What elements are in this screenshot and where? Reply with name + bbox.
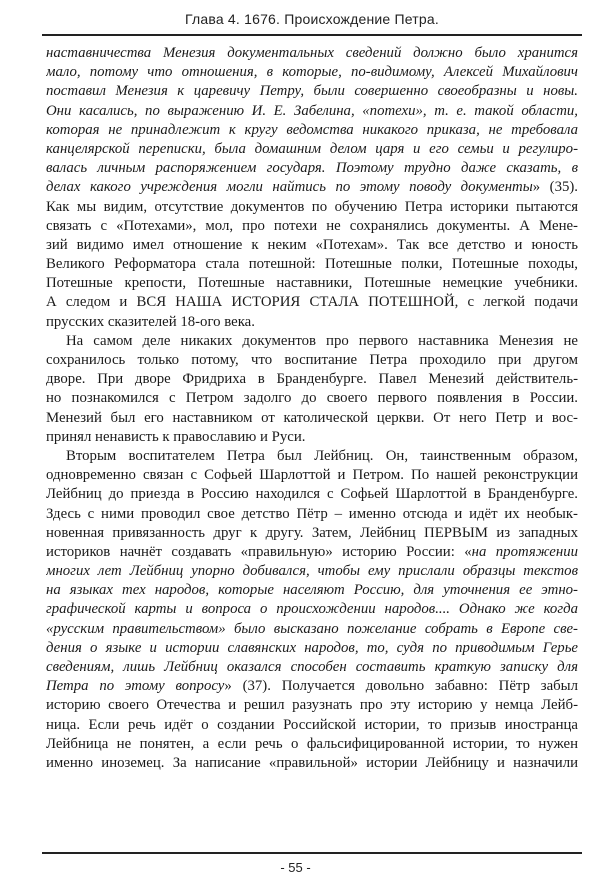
text-line: Потешные крепости, Потешные наставники, Потешные немецкие учебники. (46, 275, 578, 292)
text-line: А следом и ВСЯ НАША ИСТОРИЯ СТАЛА ПОТЕШНОЙ, с легкой подачи (46, 294, 578, 311)
text-line: принял ненависть к православию и Руси. (46, 428, 306, 445)
page-number: - 55 - (280, 860, 311, 875)
text-line: графической карты и вопроса о происхождении народов.... Однако же когда (46, 601, 578, 618)
text-line: Великого Реформатора стала потешной: Потешные полки, Потешные походы, (46, 256, 578, 273)
text-line: зий видимо имел отношение к неким «Потехам». Так все детство и юность (46, 236, 578, 253)
text-line: Как мы видим, отсутствие документов по обучению Петра историки пытаются (46, 198, 578, 215)
running-header-title: Глава 4. 1676. Происхождение Петра. (185, 11, 439, 27)
page-body-text (46, 44, 578, 773)
text-line: дворе. При дворе Фридриха в Бранденбурге. Павел Менезий действитель- (46, 371, 578, 388)
text-line: Здесь с ними проводил свое детство Пётр – именно отсюда и идёт их необык- (46, 505, 578, 522)
text-line: Лейбниц до приезда в Россию находился с Софьей Шарлоттой в Бранденбурге. (46, 486, 578, 503)
text-line (46, 677, 578, 696)
text-segment: Петра по этому вопросу (46, 678, 225, 695)
text-line: именно иноземец. За написание «правильной» истории Лейбницу и назначили (46, 754, 578, 771)
text-line: которая не принадлежит к кругу ведомства никакого приказа, не требовала (46, 121, 578, 138)
footer-rule (42, 852, 582, 854)
text-segment: делах какого учреждения могли найтись по этому поводу документы (46, 179, 533, 196)
text-line: прусских сказителей 18-ого века. (46, 313, 255, 330)
text-line: на языках тех народов, которые населяют Россию, для уточнения ее этно- (46, 582, 578, 599)
text-line: многих лет Лейбниц упорно добивался, чтобы ему прислали образцы текстов (46, 563, 578, 580)
text-line (46, 178, 578, 197)
text-line: валась личным распоряжением государя. Поэтому трудно даже сказать, в (46, 160, 578, 177)
text-segment: » (35). (532, 179, 578, 196)
text-line: связать с «Потехами», мол, про потехи не сохранялись документы. А Мене- (46, 217, 578, 234)
text-segment: историков начнёт создавать «правильную» историю России: « (46, 543, 472, 560)
text-segment: на протяжении (471, 543, 578, 560)
text-line: канцелярской переписки, была домашним делом царя и его семьи и регулиро- (46, 140, 578, 157)
text-line: сведениям, лишь Лейбниц оказался способен составить краткую записку для (46, 659, 578, 675)
text-line: «русским правительством» было высказано пожелание собрать в Европе све- (46, 620, 578, 637)
text-line: дения о языке и истории славянских народов, то, судя по приводимым Герье (46, 639, 578, 656)
running-header (42, 8, 582, 36)
text-line: ница. Если речь идёт о создании Российской истории, то призыв иностранца (46, 716, 578, 733)
text-line: Вторым воспитателем Петра был Лейбниц. Он, таинственным образом, (66, 447, 578, 464)
text-line: сохранилось только потому, что воспитание Петра проходило при другом (46, 352, 578, 368)
text-line: Лейбница не понятен, а если речь о фальсифицированной истории, то нужен (46, 735, 578, 752)
text-line: На самом деле никаких документов про первого наставника Менезия не (66, 332, 578, 349)
text-line: поставил Менезия к царевичу Петру, были совершенно своеобразны и новы. (46, 83, 578, 100)
text-line: но познакомился с Петром задолго до своего первого появления в России. (46, 390, 578, 407)
text-line (46, 543, 578, 562)
text-line: новенная привязанность друг к другу. Затем, Лейбниц ПЕРВЫМ из западных (46, 524, 578, 541)
text-line: мало, потому что отношения, в которые, по-видимому, Алексей Михайлович (46, 64, 578, 81)
text-line: Менезий был его наставником от католической церкви. От него Петр и вос- (46, 409, 578, 426)
text-segment: » (37). Получается довольно забавно: Пётр забыл (224, 678, 578, 695)
text-line: одновременно связан с Софьей Шарлоттой и Петром. По нашей реконструкции (46, 467, 578, 484)
text-line: наставничества Менезия документальных сведений должно было хранится (46, 45, 578, 61)
text-line: Они касались, по выражению И. Е. Забелина, «потехи», т. е. такой области, (46, 102, 578, 119)
text-line: историю своего Отечества и решил разузнать про эту историю у немца Лейб- (46, 697, 578, 714)
